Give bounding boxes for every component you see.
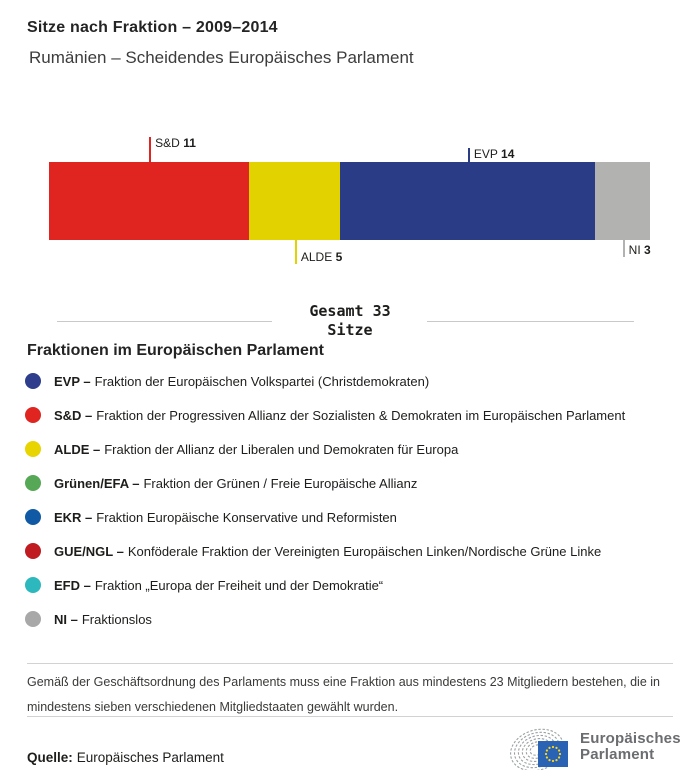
legend-item-efd [25, 576, 625, 594]
summary-rule-right [427, 321, 634, 322]
bar-callout-ni [623, 240, 651, 257]
legend-desc: Fraktion der Allianz der Liberalen und Demokraten für Europa [104, 441, 459, 457]
callout-tick [295, 240, 297, 264]
source-line [27, 750, 224, 765]
legend-list [25, 372, 625, 644]
callout-label: NI 3 [628, 243, 651, 257]
bar-segment-evp [340, 162, 595, 240]
source-label: Quelle: [27, 750, 73, 765]
callout-tick [623, 240, 625, 257]
legend-item-sd [25, 406, 625, 424]
seat-bar [49, 162, 650, 240]
legend-item-ni [25, 610, 625, 628]
efd-color-dot [25, 577, 41, 593]
legend-code: GUE/NGL – [54, 543, 124, 559]
ni-color-dot [25, 611, 41, 627]
legend-item-gue-ngl [25, 542, 625, 560]
legend-code: NI – [54, 611, 78, 627]
page-subtitle: Rumänien – Scheidendes Europäisches Parlament [29, 48, 414, 67]
legend-code: EKR – [54, 509, 93, 525]
legend-code: S&D – [54, 407, 93, 423]
sd-color-dot [25, 407, 41, 423]
wordmark-line1: Europäisches [580, 730, 681, 747]
legend-item-gruenen-efa [25, 474, 625, 492]
legend-desc: Fraktionslos [81, 611, 152, 627]
legend-code: ALDE – [54, 441, 101, 457]
callout-label: S&D 11 [155, 136, 196, 150]
legend-code: Grünen/EFA – [54, 475, 140, 491]
divider-bottom [27, 716, 673, 717]
legend-desc: Fraktion „Europa der Freiheit und der Demokratie“ [94, 577, 384, 593]
bar-segment-alde [249, 162, 340, 240]
eu-flag-icon [538, 741, 568, 767]
callout-label: EVP 14 [473, 147, 515, 161]
legend-item-alde [25, 440, 625, 458]
legend-code: EVP – [54, 373, 91, 389]
legend-desc: Fraktion der Grünen / Freie Europäische Allianz [143, 475, 418, 491]
bar-callout-sd [149, 136, 196, 162]
alde-color-dot [25, 441, 41, 457]
legend-desc: Fraktion Europäische Konservative und Reformisten [96, 509, 397, 525]
ekr-color-dot [25, 509, 41, 525]
gue-ngl-color-dot [25, 543, 41, 559]
rules-footnote: Gemäß der Geschäftsordnung des Parlaments muss eine Fraktion aus mindestens 23 Mitgliedern bestehen, die in mindestens sieben verschiedenen Mitgliedstaaten gewählt wurden. [27, 675, 660, 714]
callout-tick [468, 148, 470, 162]
total-seats-line1: Gesamt 33 [309, 302, 391, 320]
source-value: Europäisches Parlament [76, 750, 224, 765]
legend-code: EFD – [54, 577, 91, 593]
callout-label: ALDE 5 [300, 250, 343, 264]
legend-desc: Fraktion der Europäischen Volkspartei (Christdemokraten) [94, 373, 430, 389]
evp-color-dot [25, 373, 41, 389]
bar-callout-evp [468, 147, 515, 162]
callout-tick [149, 137, 151, 162]
bar-callout-alde [295, 240, 343, 264]
page-title: Sitze nach Fraktion – 2009–2014 [27, 19, 278, 36]
legend-item-evp [25, 372, 625, 390]
total-seats-line2: Sitze [327, 321, 373, 339]
bar-segment-ni [595, 162, 650, 240]
gruenen-efa-color-dot [25, 475, 41, 491]
divider-top [27, 663, 673, 664]
legend-item-ekr [25, 508, 625, 526]
eu-parliament-wordmark [580, 731, 681, 763]
bar-segment-sd [49, 162, 249, 240]
wordmark-line2: Parlament [580, 746, 655, 763]
legend-desc: Fraktion der Progressiven Allianz der Sozialisten & Demokraten im Europäischen Parlament [96, 407, 626, 423]
eu-parliament-logo [505, 724, 575, 770]
legend-heading: Fraktionen im Europäischen Parlament [27, 342, 324, 359]
legend-desc: Konföderale Fraktion der Vereinigten Europäischen Linken/Nordische Grüne Linke [127, 543, 602, 559]
